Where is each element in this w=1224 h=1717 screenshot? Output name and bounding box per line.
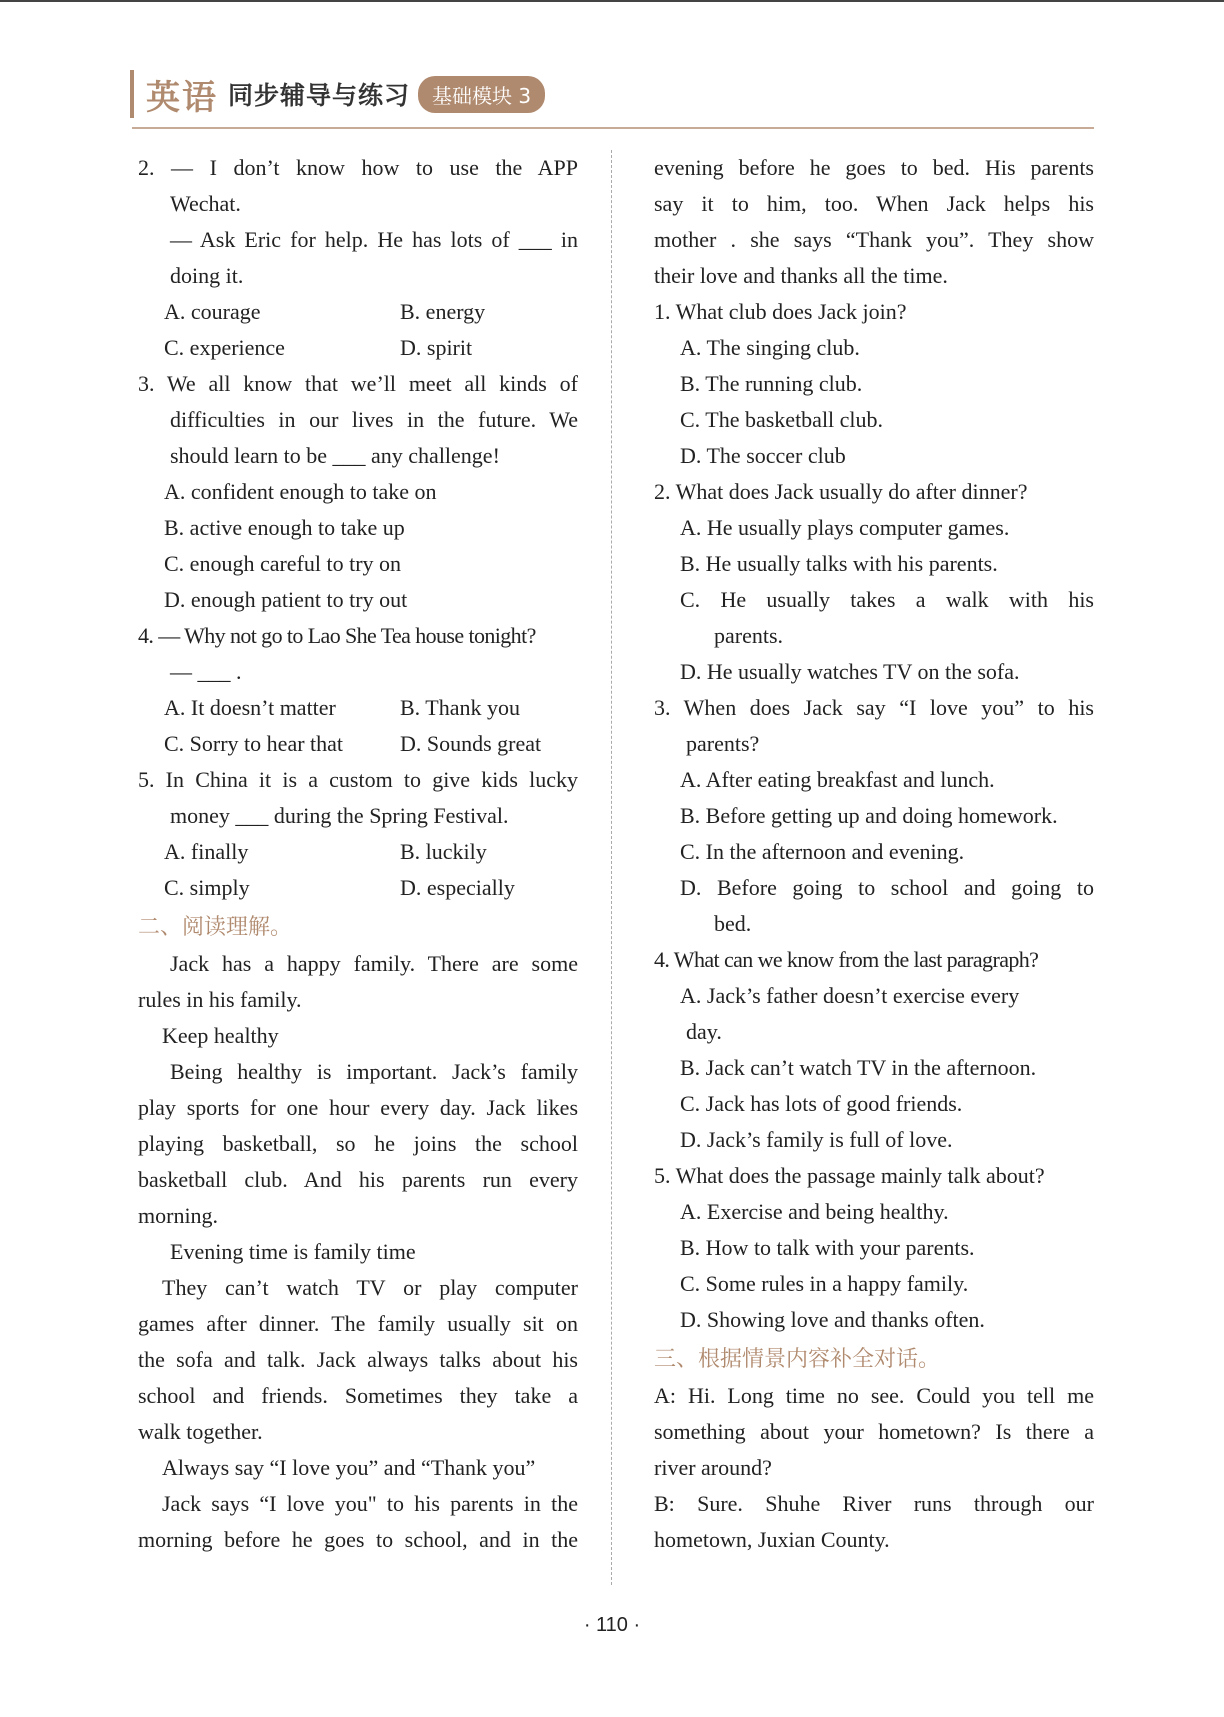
option: A. confident enough to take on (164, 479, 437, 504)
option: B. luckily (400, 839, 487, 864)
question-2-line-2: Wechat. (170, 191, 241, 216)
option: D. Showing love and thanks often. (680, 1307, 985, 1332)
dialogue-line: river around? (654, 1455, 772, 1480)
option: C. enough careful to try on (164, 551, 402, 576)
passage-subheading: Keep healthy (162, 1023, 279, 1048)
header-accent-bar (130, 70, 134, 118)
question-5-options-row-2 (138, 870, 578, 906)
passage-line: morning before he goes to school, and in the (138, 1527, 578, 1552)
option: D. especially (400, 875, 515, 900)
question-2-line-3: — Ask Eric for help. He has lots of ___ in (170, 227, 578, 252)
option: D. Jack’s family is full of love. (680, 1127, 953, 1152)
option: B. How to talk with your parents. (680, 1235, 975, 1260)
option: B. He usually talks with his parents. (680, 551, 998, 576)
option: C. experience (164, 335, 285, 360)
passage-line: Jack says “I love you" to his parents in the (162, 1491, 578, 1516)
option: B. The running club. (680, 371, 863, 396)
question-4-options-row-1 (138, 690, 578, 726)
passage-line: They can’t watch TV or play computer (162, 1275, 578, 1300)
column-divider (611, 150, 612, 1585)
option-continued: bed. (714, 911, 752, 936)
passage-line: walk together. (138, 1419, 263, 1444)
passage-line: school and friends. Sometimes they take a (138, 1383, 578, 1408)
passage-subheading: Always say “I love you” and “Thank you” (162, 1455, 536, 1480)
passage-line: playing basketball, so he joins the school (138, 1131, 578, 1156)
option: C. He usually takes a walk with his (680, 587, 1094, 612)
passage-line: the sofa and talk. Jack always talks about his (138, 1347, 578, 1372)
passage-line: Jack has a happy family. There are some (170, 951, 578, 976)
option: D. Sounds great (400, 731, 542, 756)
header-book-title: 同步辅导与练习 (228, 81, 411, 110)
question-2-options-row-1 (138, 294, 578, 330)
option: D. spirit (400, 335, 473, 360)
passage-line: rules in his family. (138, 987, 302, 1012)
question-5-options-row-1 (138, 834, 578, 870)
question-2-line-1: 2. — I don’t know how to use the APP (138, 155, 578, 180)
reading-question-3-continued: parents? (686, 731, 760, 756)
option: A. He usually plays computer games. (680, 515, 1010, 540)
option: A. After eating breakfast and lunch. (680, 767, 995, 792)
top-border-line (0, 0, 1224, 2)
header-subject: 英语 (146, 77, 218, 118)
question-5-line-2: money ___ during the Spring Festival. (170, 803, 509, 828)
passage-line: evening before he goes to bed. His parents (654, 155, 1094, 180)
option: B. Before getting up and doing homework. (680, 803, 1058, 828)
dialogue-line: A: Hi. Long time no see. Could you tell me (654, 1383, 1094, 1408)
option: A. The singing club. (680, 335, 860, 360)
passage-line: play sports for one hour every day. Jack likes (138, 1095, 578, 1120)
reading-question-3: 3. When does Jack say “I love you” to his (654, 695, 1094, 720)
right-column (654, 150, 1094, 1558)
question-3-line-2: difficulties in our lives in the future. We (170, 407, 578, 432)
reading-question-4: 4. What can we know from the last paragraph? (654, 947, 1039, 972)
passage-subheading: Evening time is family time (170, 1239, 416, 1264)
option: A. Jack’s father doesn’t exercise every (680, 983, 1020, 1008)
question-2-options-row-2 (138, 330, 578, 366)
question-4-options-row-2 (138, 726, 578, 762)
reading-question-2: 2. What does Jack usually do after dinner? (654, 479, 1028, 504)
dialogue-line: hometown, Juxian County. (654, 1527, 890, 1552)
passage-line: basketball club. And his parents run every (138, 1167, 578, 1192)
option-continued: parents. (714, 623, 784, 648)
option: B. active enough to take up (164, 515, 405, 540)
option: A. finally (164, 839, 249, 864)
reading-question-5: 5. What does the passage mainly talk about? (654, 1163, 1045, 1188)
option: C. simply (164, 875, 250, 900)
page-number: · 110 · (583, 1614, 641, 1636)
dialogue-line: B: Sure. Shuhe River runs through our (654, 1491, 1094, 1516)
section-heading-dialogue: 三、根据情景内容补全对话。 (654, 1347, 941, 1372)
passage-line: morning. (138, 1203, 219, 1228)
option: B. Thank you (400, 695, 520, 720)
question-4-line-2: — ___ . (170, 659, 242, 684)
passage-line: Being healthy is important. Jack’s family (170, 1059, 578, 1084)
option: C. Sorry to hear that (164, 731, 344, 756)
section-heading-reading: 二、阅读理解。 (138, 915, 293, 940)
passage-line: say it to him, too. When Jack helps his (654, 191, 1094, 216)
reading-question-1: 1. What club does Jack join? (654, 299, 907, 324)
dialogue-line: something about your hometown? Is there a (654, 1419, 1094, 1444)
option: D. He usually watches TV on the sofa. (680, 659, 1020, 684)
option: A. Exercise and being healthy. (680, 1199, 949, 1224)
passage-line: their love and thanks all the time. (654, 263, 948, 288)
option: C. Jack has lots of good friends. (680, 1091, 963, 1116)
option: C. In the afternoon and evening. (680, 839, 965, 864)
option-continued: day. (686, 1019, 722, 1044)
left-column (138, 150, 578, 1558)
question-5-line-1: 5. In China it is a custom to give kids lucky (138, 767, 578, 792)
option: C. Some rules in a happy family. (680, 1271, 969, 1296)
header-module-badge: 基础模块 3 (418, 76, 545, 113)
option: D. Before going to school and going to (680, 875, 1094, 900)
question-3-line-1: 3. We all know that we’ll meet all kinds of (138, 371, 578, 396)
option: D. The soccer club (680, 443, 846, 468)
option: C. The basketball club. (680, 407, 884, 432)
option: A. courage (164, 299, 261, 324)
option: D. enough patient to try out (164, 587, 408, 612)
question-4-line-1: 4. — Why not go to Lao She Tea house tonight? (138, 623, 536, 648)
question-3-line-3: should learn to be ___ any challenge! (170, 443, 500, 468)
page-header (130, 68, 545, 120)
option: A. It doesn’t matter (164, 695, 336, 720)
question-2-line-4: doing it. (170, 263, 244, 288)
header-rule (132, 127, 1094, 129)
option: B. energy (400, 299, 486, 324)
option: B. Jack can’t watch TV in the afternoon. (680, 1055, 1037, 1080)
passage-line: mother . she says “Thank you”. They show (654, 227, 1094, 252)
passage-line: games after dinner. The family usually sit on (138, 1311, 578, 1336)
